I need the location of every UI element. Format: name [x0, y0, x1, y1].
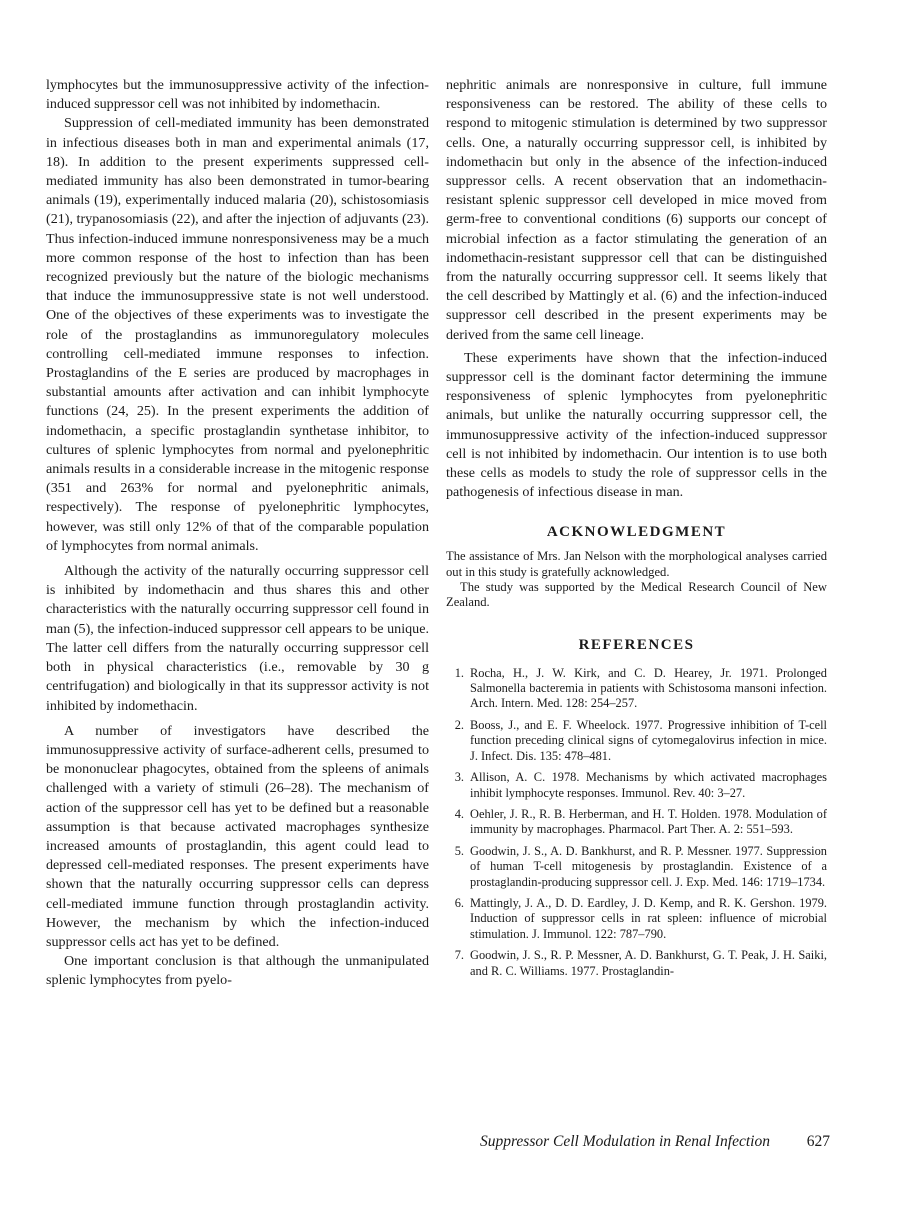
- reference-item: [446, 844, 827, 890]
- reference-number: 2.: [454, 717, 464, 732]
- reference-item: [446, 948, 827, 979]
- paragraph: One important conclusion is that although the unmanipulated splenic lymphocytes from pyelo-: [46, 953, 429, 989]
- reference-number: 7.: [454, 948, 464, 963]
- paragraph: A number of investigators have described the immunosuppressive activity of surface-adherent cells, presumed to be mononuclear phagocytes, obtained from the spleens of animals challenged with a variety of stimuli (26–28). The mechanism of action of the suppressor cell has yet to be defined but a reasonable assumption is that because activated macrophages synthesize increased amounts of prostaglandin, this agent could lead to depressed cell-mediated responses. The present experiments have shown that the naturally occurring suppressor cells can depress cell-mediated immune function through prostaglandin activity. However, the mechanism by which the infection-induced suppressor cells act has yet to be defined.: [46, 722, 429, 950]
- reference-list: [446, 666, 827, 979]
- reference-text: Rocha, H., J. W. Kirk, and C. D. Hearey, Jr. 1971. Prolonged Salmonella bacteremia in patients with Schistosoma mansoni infection. Arch. Intern. Med. 128: 254–257.: [470, 665, 827, 711]
- reference-item: [446, 770, 827, 801]
- paragraph: lymphocytes but the immunosuppressive activity of the infection-induced suppressor cell was not inhibited by indomethacin.: [46, 77, 429, 113]
- reference-text: Oehler, J. R., R. B. Herberman, and H. T. Holden. 1978. Modulation of immunity by macrophages. Pharmacol. Part Ther. A. 2: 551–593.: [470, 806, 827, 837]
- reference-item: [446, 666, 827, 712]
- reference-number: 1.: [454, 665, 464, 680]
- reference-number: 5.: [454, 843, 464, 858]
- paragraph: Although the activity of the naturally occurring suppressor cell is inhibited by indomethacin and thus shares this and other characteristics with the naturally occurring suppressor cell found in man (5), the infection-induced suppressor cell appears to be unique. The latter cell differs from the naturally occurring suppressor cell both in physical characteristics (i.e., removable by 30 g centrifugation) and biologically in that its suppressor activity is not inhibited by indomethacin.: [46, 563, 429, 714]
- reference-number: 3.: [454, 770, 464, 785]
- acknowledgment-paragraph: The study was supported by the Medical Research Council of New Zealand.: [446, 580, 827, 610]
- right-column: [446, 76, 827, 985]
- reference-text: Mattingly, J. A., D. D. Eardley, J. D. Kemp, and R. K. Gershon. 1979. Induction of suppressor cells in rat spleen: influence of microbial stimulation. J. Immunol. 122: 787–790.: [470, 895, 827, 941]
- acknowledgment-heading: ACKNOWLEDGMENT: [546, 524, 727, 541]
- reference-number: 6.: [454, 895, 464, 910]
- acknowledgment-paragraph: The assistance of Mrs. Jan Nelson with the morphological analyses carried out in this study is gratefully acknowledged.: [446, 549, 827, 579]
- reference-text: Allison, A. C. 1978. Mechanisms by which activated macrophages inhibit lymphocyte responses. Immunol. Rev. 40: 3–27.: [470, 770, 827, 800]
- reference-number: 4.: [454, 806, 464, 821]
- running-title: Suppressor Cell Modulation in Renal Infection: [479, 1133, 770, 1150]
- reference-item: [446, 807, 827, 838]
- paragraph: These experiments have shown that the infection-induced suppressor cell is the dominant factor determining the immune responsiveness of splenic lymphocytes from pyelonephritic animals, but unlike the naturally occurring suppressor cell, the immunosuppressive activity of the infection-induced suppressor cell is not inhibited by indomethacin. Our intention is to use both these cells as models to study the role of suppressor cells in the pathogenesis of infectious disease in man.: [446, 349, 827, 501]
- reference-text: Goodwin, J. S., R. P. Messner, A. D. Bankhurst, G. T. Peak, J. H. Saiki, and R. C. Williams. 1977. Prostaglandin-: [470, 948, 827, 978]
- references-heading: REFERENCES: [578, 636, 695, 653]
- reference-text: Booss, J., and E. F. Wheelock. 1977. Progressive inhibition of T-cell function preceding clinical signs of cytomegalovirus infection in mice. J. Infect. Dis. 135: 478–481.: [470, 717, 827, 763]
- left-column: [46, 76, 429, 991]
- page-number: 627: [806, 1133, 830, 1150]
- reference-item: [446, 896, 827, 942]
- paragraph: Suppression of cell-mediated immunity has been demonstrated in infectious diseases both in man and experimental animals (17, 18). In addition to the present experiments suppressed cell-mediated immunity has also been demonstrated in tumor-bearing animals (19), experimentally induced malaria (20), schistosomiasis (21), trypanosomiasis (22), and after the injection of adjuvants (23). Thus infection-induced immune nonresponsiveness may be a much more common response of the host to infection than has been recognized previously but the nature of the biologic mechanisms that induce the immunosuppressive state is not well understood. One of the objectives of these experiments was to investigate the role of the prostaglandins as immunoregulatory molecules controlling cell-mediated immune responses to infection. Prostaglandins of the E series are produced by macrophages in substantial amounts after activation and can inhibit lymphocyte functions (24, 25). In the present experiments the addition of indomethacin, a specific prostaglandin synthetase inhibitor, to cultures of splenic lymphocytes from normal and pyelonephritic animals results in a considerable increase in the mitogenic response (351 and 263% for normal and pyelonephritic animals, respectively). The response of pyelonephritic lymphocytes, however, was still only 12% of that of the comparable population of lymphocytes from normal animals.: [46, 115, 429, 554]
- reference-item: [446, 718, 827, 764]
- paragraph: nephritic animals are nonresponsive in culture, full immune responsiveness can be restored. The ability of these cells to respond to mitogenic stimulation is determined by two suppressor cells. One, a naturally occurring suppressor cell, is inhibited by indomethacin but only in the absence of the infection-induced suppressor cells. A recent observation that an indomethacin-resistant splenic suppressor cell developed in mice moved from germ-free to conventional conditions (6) supports our concept of microbial infection as a factor stimulating the generation of an indomethacin-resistant suppressor cell that can be distinguished from the naturally occurring suppressor cell. It seems likely that the cell described by Mattingly et al. (6) and the infection-induced suppressor cell described in the present experiments may be derived from the same cell lineage.: [446, 77, 827, 343]
- reference-text: Goodwin, J. S., A. D. Bankhurst, and R. P. Messner. 1977. Suppression of human T-cell mitogenesis by prostaglandin. Existence of a prostaglandin-producing suppressor cell. J. Exp. Med. 146: 1719–1734.: [470, 843, 827, 889]
